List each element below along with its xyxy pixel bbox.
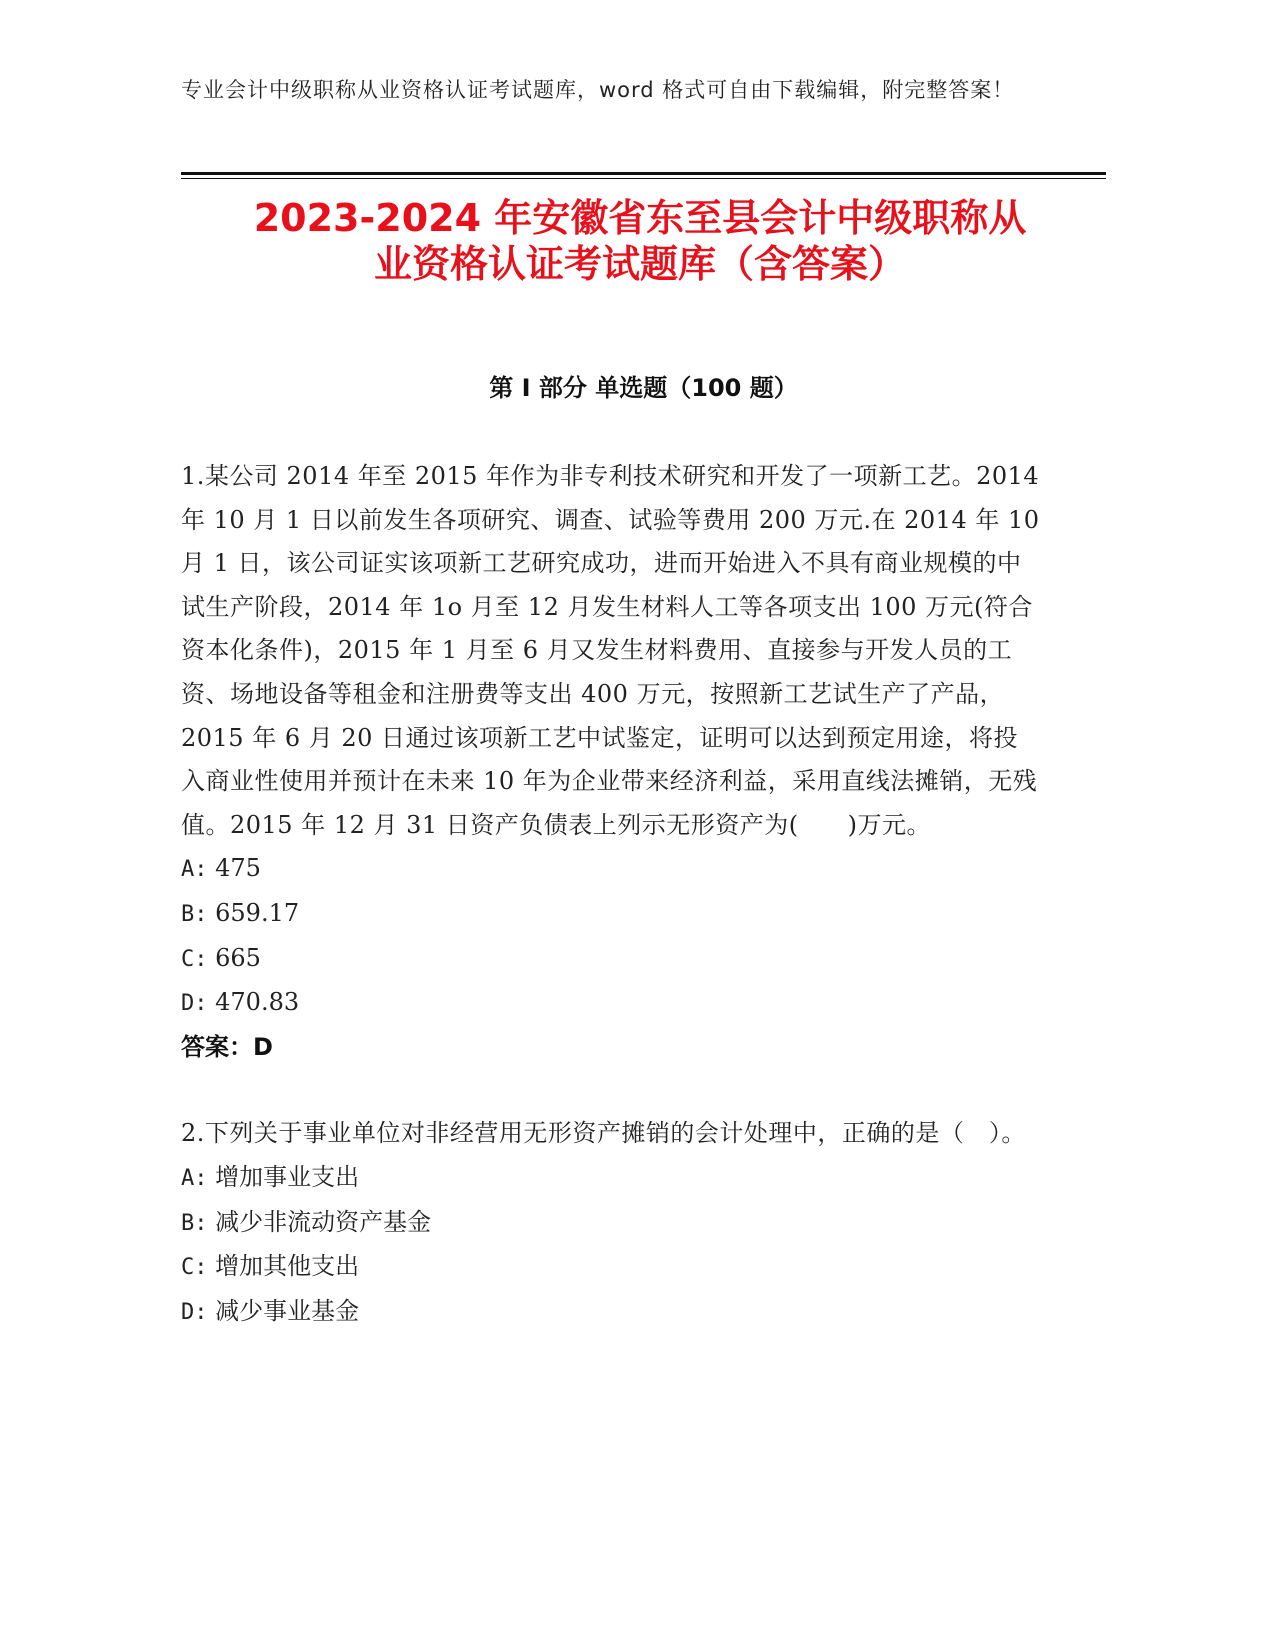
- option-a: [181, 847, 1041, 892]
- option-c: [181, 937, 1041, 982]
- header-rule-thin: [181, 178, 1106, 179]
- option-letter: C:: [181, 946, 208, 972]
- option-text: 665: [215, 943, 261, 972]
- option-b: [181, 1201, 1041, 1246]
- option-letter: D:: [181, 991, 208, 1017]
- option-letter: C:: [181, 1255, 208, 1281]
- option-letter: A:: [181, 857, 208, 883]
- header-note: 专业会计中级职称从业资格认证考试题库，word 格式可自由下载编辑，附完整答案！: [181, 78, 1015, 102]
- question-stem: 1.某公司 2014 年至 2015 年作为非专利技术研究和开发了一项新工艺。2014 年 10 月 1 日以前发生各项研究、调查、试验等费用 200 万元.在 2014 年 10 月 1 日，该公司证实该项新工艺研究成功，进而开始进入不具有商业规模的中试生产阶段，2014 年 1o 月至 12 月发生材料人工等各项支出 100 万元(符合资本化条件)，2015 年 1 月至 6 月又发生材料费用、直接参与开发人员的工资、场地设备等租金和注册费等支出 400 万元，按照新工艺试生产了产品，2015 年 6 月 20 日通过该项新工艺中试鉴定，证明可以达到预定用途，将投入商业性使用并预计在未来 10 年为企业带来经济利益，采用直线法摊销，无残值。2015 年 12 月 31 日资产负债表上列示无形资产为( )万元。: [181, 462, 1040, 839]
- option-letter: D:: [181, 1299, 208, 1325]
- question-spacer: [181, 1069, 1041, 1112]
- option-letter: B:: [181, 901, 208, 927]
- option-text: 470.83: [215, 988, 300, 1017]
- answer-label: 答案：D: [181, 1032, 273, 1061]
- header-rule-thick: [181, 172, 1106, 175]
- option-c: [181, 1245, 1041, 1290]
- question-list: [181, 455, 1041, 1334]
- option-text: 增加事业支出: [215, 1162, 360, 1191]
- option-text: 475: [215, 854, 261, 883]
- option-text: 659.17: [215, 898, 300, 927]
- document-title: [140, 195, 1140, 287]
- option-a: [181, 1156, 1041, 1201]
- option-text: 减少事业基金: [215, 1296, 360, 1325]
- question-1: [181, 455, 1041, 1069]
- option-text: 减少非流动资产基金: [215, 1207, 432, 1236]
- option-letter: A:: [181, 1165, 208, 1191]
- option-letter: B:: [181, 1210, 208, 1236]
- option-d: [181, 981, 1041, 1026]
- option-b: [181, 892, 1041, 937]
- document-title-line-1: 2023-2024 年安徽省东至县会计中级职称从: [253, 196, 1027, 240]
- question-2: [181, 1112, 1041, 1334]
- section-title: 第 I 部分 单选题（100 题）: [489, 374, 798, 402]
- document-title-line-2: 业资格认证考试题库（含答案）: [373, 242, 906, 286]
- option-text: 增加其他支出: [215, 1252, 360, 1281]
- question-stem: 2.下列关于事业单位对非经营用无形资产摊销的会计处理中，正确的是（ ）。: [181, 1119, 1026, 1148]
- option-d: [181, 1290, 1041, 1335]
